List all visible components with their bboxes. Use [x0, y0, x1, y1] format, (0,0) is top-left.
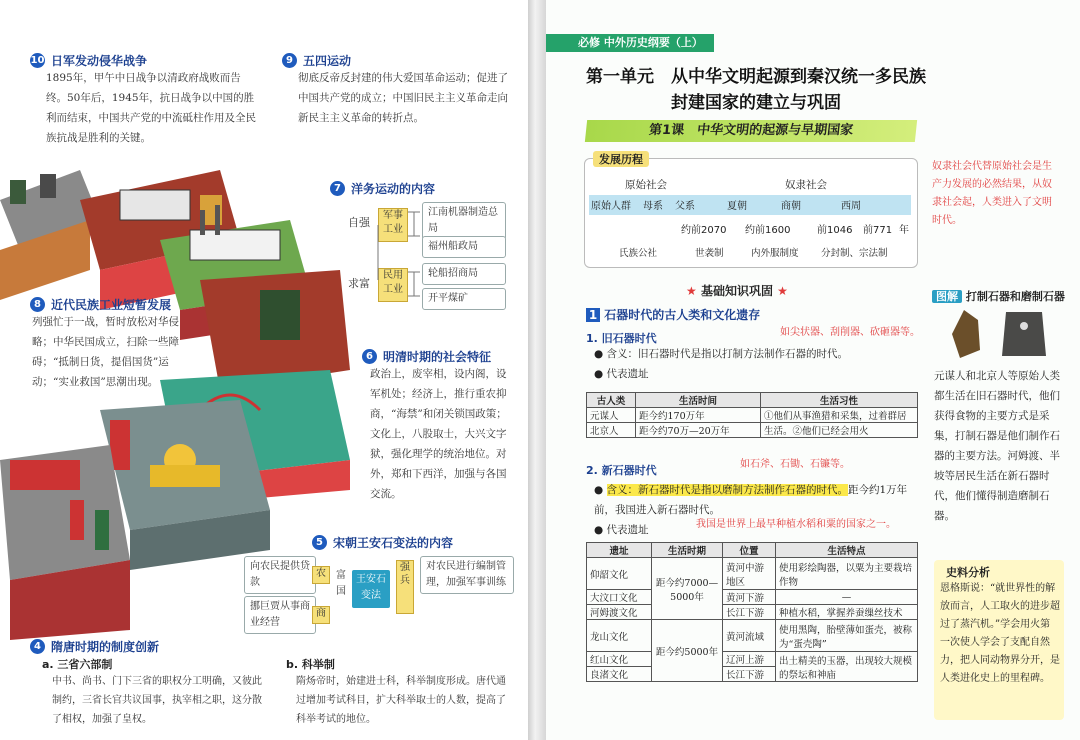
primitive-society-label: 原始社会	[625, 179, 667, 191]
star-icon: ★	[777, 284, 788, 298]
star-icon: ★	[686, 284, 697, 298]
shang-tag: 商	[312, 606, 330, 624]
keju-body: 隋炀帝时，始建进士科，科举制度形成。唐代通过增加考试科目，扩大科举取士的人数，提高了科举考试的地位。	[296, 676, 506, 725]
table-row	[587, 652, 918, 667]
section-number: 7	[330, 181, 345, 196]
system-label: 内外服制度	[751, 248, 799, 259]
table-cell: 长江下游	[723, 667, 776, 682]
shiliao-box	[934, 560, 1064, 720]
section-10-heading	[30, 52, 147, 69]
shiliao-label: 史料分析	[946, 566, 990, 579]
section-9-body: 彻底反帝反封建的伟大爱国革命运动；促进了中国共产党的成立；中国旧民主主义革命走向新民主主义革命的转折点。	[298, 72, 508, 124]
section-number: 8	[30, 297, 45, 312]
center-box: 王安石变法	[352, 570, 390, 608]
sansheng-body: 中书、尚书、门下三省的职权分工明确，又彼此制约，三省长官共议国事，执宰相之职，这分散了相权，加强了皇权。	[52, 676, 262, 725]
nong-tag: 农	[312, 566, 330, 584]
timeline-band	[589, 195, 911, 215]
table-row	[587, 423, 918, 438]
ziqiang-label: 自强	[348, 216, 370, 229]
table-header: 生活时期	[652, 543, 723, 558]
kaiping-box: 开平煤矿	[422, 288, 506, 310]
stage-label: 商朝	[781, 201, 801, 212]
slave-society-label: 奴隶社会	[785, 179, 827, 191]
table-row	[587, 558, 918, 590]
development-label: 发展历程	[593, 151, 649, 167]
section-7-heading	[330, 180, 435, 197]
paleo-table	[586, 392, 918, 438]
neo-meaning-highlight: 含义：新石器时代是指以磨制方法制作石器的时代。	[606, 484, 848, 496]
section-5-heading	[312, 534, 453, 551]
year-label: 约前2070	[681, 225, 727, 236]
merchant-box: 挪巨贾从事商业经营	[244, 596, 316, 634]
year-label: 前771	[863, 225, 893, 236]
neo-rep-text: 代表遗址	[606, 524, 649, 536]
table-row	[587, 590, 918, 605]
section-title: 洋务运动的内容	[351, 182, 436, 196]
paleo-rep-text: 代表遗址	[606, 368, 649, 380]
table-cell: 黄河下游	[723, 590, 776, 605]
table-header: 遗址	[587, 543, 652, 558]
topic-number: 1	[586, 308, 600, 322]
system-label: 世袭制	[695, 248, 724, 259]
table-row	[587, 605, 918, 620]
neo-meaning-rest: 距今约1万年前，我国进入新石器时代。	[594, 484, 908, 516]
table-cell: 大汶口文化	[587, 590, 652, 605]
year-label: 年	[899, 225, 909, 236]
qiangbing-tag: 强兵	[396, 560, 414, 614]
topic-title: 石器时代的古人类和文化遗存	[604, 308, 761, 322]
table-header-row	[587, 543, 918, 558]
table-cell: 良渚文化	[587, 667, 652, 682]
table-cell: 元谋人	[587, 408, 636, 423]
table-cell: 距今约5000年	[652, 620, 723, 682]
book-gutter	[528, 0, 546, 740]
table-header: 古人类	[587, 393, 636, 408]
minyong-box: 民用工业	[378, 268, 408, 302]
table-cell: ①他们从事渔猎和采集，过着群居	[761, 408, 918, 423]
table-row	[587, 620, 918, 652]
system-label: 氏族公社	[619, 248, 658, 259]
section-title: 日军发动侵华战争	[51, 54, 148, 68]
jiangnan-box: 江南机器制造总局	[422, 202, 506, 240]
section-10-body: 1895年，甲午中日战争以清政府战败而告终。50年后，1945年，抗日战争以中国的胜利而结束，中国共产党的中流砥柱作用及全民族抗战是胜利的关键。	[46, 72, 256, 144]
table-cell: 黄河中游地区	[723, 558, 776, 590]
neo-meaning: ● 含义：新石器时代是指以磨制方法制作石器的时代。距今约1万年前，我国进入新石器时代。	[594, 484, 908, 516]
neo-note-2: 我国是世界上最早种植水稻和粟的国家之一。	[696, 519, 896, 530]
year-label: 约前1600	[745, 225, 791, 236]
side-note: 奴隶社会代替原始社会是生产力发展的必然结果，从奴隶社会起，人类进入了文明时代。	[932, 161, 1052, 226]
right-page	[546, 0, 1080, 740]
tujie-title: 打制石器和磨制石器	[965, 290, 1065, 303]
section-6-heading	[362, 348, 491, 365]
stage-label: 夏朝	[727, 201, 747, 212]
lunchuan-box: 轮船招商局	[422, 263, 506, 285]
year-label: 前1046	[817, 225, 853, 236]
neo-heading: 2. 新石器时代	[586, 464, 657, 477]
table-cell: 出土精美的玉器，出现较大规模的祭坛和神庙	[776, 652, 918, 682]
table-cell: 长江下游	[723, 605, 776, 620]
junshi-box: 军事工业	[378, 208, 408, 242]
paleo-heading: 1. 旧石器时代	[586, 332, 657, 345]
section-number: 9	[282, 53, 297, 68]
table-cell: 仰韶文化	[587, 558, 652, 590]
sansheng-title: a. 三省六部制	[42, 658, 113, 671]
stone-tools-image	[946, 306, 1056, 362]
table-cell: 北京人	[587, 423, 636, 438]
table-cell: 距今约7000—5000年	[652, 558, 723, 620]
basic-heading	[686, 282, 788, 299]
section-number: 5	[312, 535, 327, 550]
section-6-body: 政治上，废宰相，设内阁，设军机处；经济上，推行重农抑商，“海禁”和闭关锁国政策；文化上，八股取士，大兴文字狱，强化理学的统治地位。对外，郑和下西洋，加强与各国交流。	[370, 368, 507, 500]
section-title: 近代民族工业短暂发展	[51, 298, 172, 312]
left-page	[0, 0, 528, 740]
section-number: 10	[30, 55, 45, 66]
table-cell: 距今约170万年	[636, 408, 761, 423]
table-header: 生活特点	[776, 543, 918, 558]
section-number: 4	[30, 639, 45, 654]
paleo-rep: ● 代表遗址	[594, 368, 649, 380]
section-4-heading	[30, 638, 159, 655]
table-cell: 生活。②他们已经会用火	[761, 423, 918, 438]
stage-label: 西周	[841, 201, 861, 212]
polished-stone-tool-icon	[1020, 322, 1028, 330]
lesson-title: 第1课 中华文明的起源与早期国家	[585, 120, 917, 142]
table-cell: 使用彩绘陶器，以粟为主要栽培作物	[776, 558, 918, 590]
table-header: 生活习性	[761, 393, 918, 408]
section-title: 明清时期的社会特征	[383, 350, 492, 364]
table-cell: 距今约70万—20万年	[636, 423, 761, 438]
table-cell: 河姆渡文化	[587, 605, 652, 620]
war-scene-illustration	[0, 170, 100, 300]
stage-label: 母系	[643, 201, 663, 212]
basic-heading-text: 基础知识巩固	[700, 284, 773, 298]
unit-title: 第一单元 从中华文明起源到秦汉统一多民族封建国家的建立与巩固	[586, 67, 926, 113]
keju-title: b. 科举制	[286, 658, 335, 671]
section-title: 宋朝王安石变法的内容	[333, 536, 454, 550]
fuguo-label: 富国	[336, 570, 346, 597]
sui-tang-scene-illustration	[0, 445, 130, 640]
section-8-heading	[30, 296, 171, 313]
qiufu-label: 求富	[348, 277, 370, 290]
paleo-note: 如尖状器、刮削器、砍砸器等。	[780, 327, 920, 338]
loan-box: 向农民提供贷款	[244, 556, 316, 594]
section-number: 6	[362, 349, 377, 364]
neo-table	[586, 542, 918, 682]
tujie-label: 图解	[932, 290, 962, 303]
military-box: 对农民进行编制管理，加强军事训练	[420, 556, 514, 594]
topic-1-heading	[586, 306, 760, 323]
table-cell: 红山文化	[587, 652, 652, 667]
paleo-meaning-text: 含义：旧石器时代是指以打制方法制作石器的时代。	[606, 348, 848, 360]
table-cell: 黄河流域	[723, 620, 776, 652]
table-cell: 使用黑陶，胎壁薄如蛋壳，被称为“蛋壳陶”	[776, 620, 918, 652]
stage-label: 父系	[675, 201, 695, 212]
course-tag: 必修 中外历史纲要（上）	[546, 34, 714, 52]
fuzhou-box: 福州船政局	[422, 236, 506, 258]
table-cell: 龙山文化	[587, 620, 652, 652]
table-header-row	[587, 393, 918, 408]
section-title: 隋唐时期的制度创新	[51, 640, 160, 654]
section-9-heading	[282, 52, 351, 69]
table-cell: —	[776, 590, 918, 605]
section-8-body: 列强忙于一战，暂时放松对华侵略；中华民国成立，扫除一些障碍；“抵制日货，提倡国货”运动；“实业救国”思潮出现。	[32, 316, 179, 388]
neo-note: 如石斧、石锄、石镰等。	[740, 459, 850, 470]
system-label: 分封制、宗法制	[821, 248, 888, 259]
shiliao-body: 恩格斯说：“就世界性的解放而言，人工取火的进步超过了蒸汽机。”学会用火第一次使人学会了支配自然力，把人同动物界分开，是人类进化史上的里程碑。	[940, 583, 1060, 684]
bracket-lines	[370, 200, 430, 310]
table-row	[587, 408, 918, 423]
table-cell: 种植水稻，掌握养蚕缫丝技术	[776, 605, 918, 620]
neo-rep: ● 代表遗址	[594, 524, 649, 536]
tujie-body: 元谋人和北京人等原始人类都生活在旧石器时代，他们获得食物的主要方式是采集，打制石器是他们制作石器的主要方法。河姆渡、半坡等居民生活在新石器时代，他们懂得制造磨制石器。	[934, 370, 1060, 522]
stage-label: 原始人群	[591, 201, 631, 212]
development-panel	[584, 153, 918, 268]
chipped-stone-tool-icon	[952, 310, 980, 358]
table-cell: 辽河上游	[723, 652, 776, 667]
table-header: 生活时间	[636, 393, 761, 408]
paleo-meaning: ● 含义：旧石器时代是指以打制方法制作石器的时代。	[594, 348, 848, 360]
tujie-heading	[932, 288, 1065, 304]
table-header: 位置	[723, 543, 776, 558]
section-title: 五四运动	[303, 54, 352, 68]
